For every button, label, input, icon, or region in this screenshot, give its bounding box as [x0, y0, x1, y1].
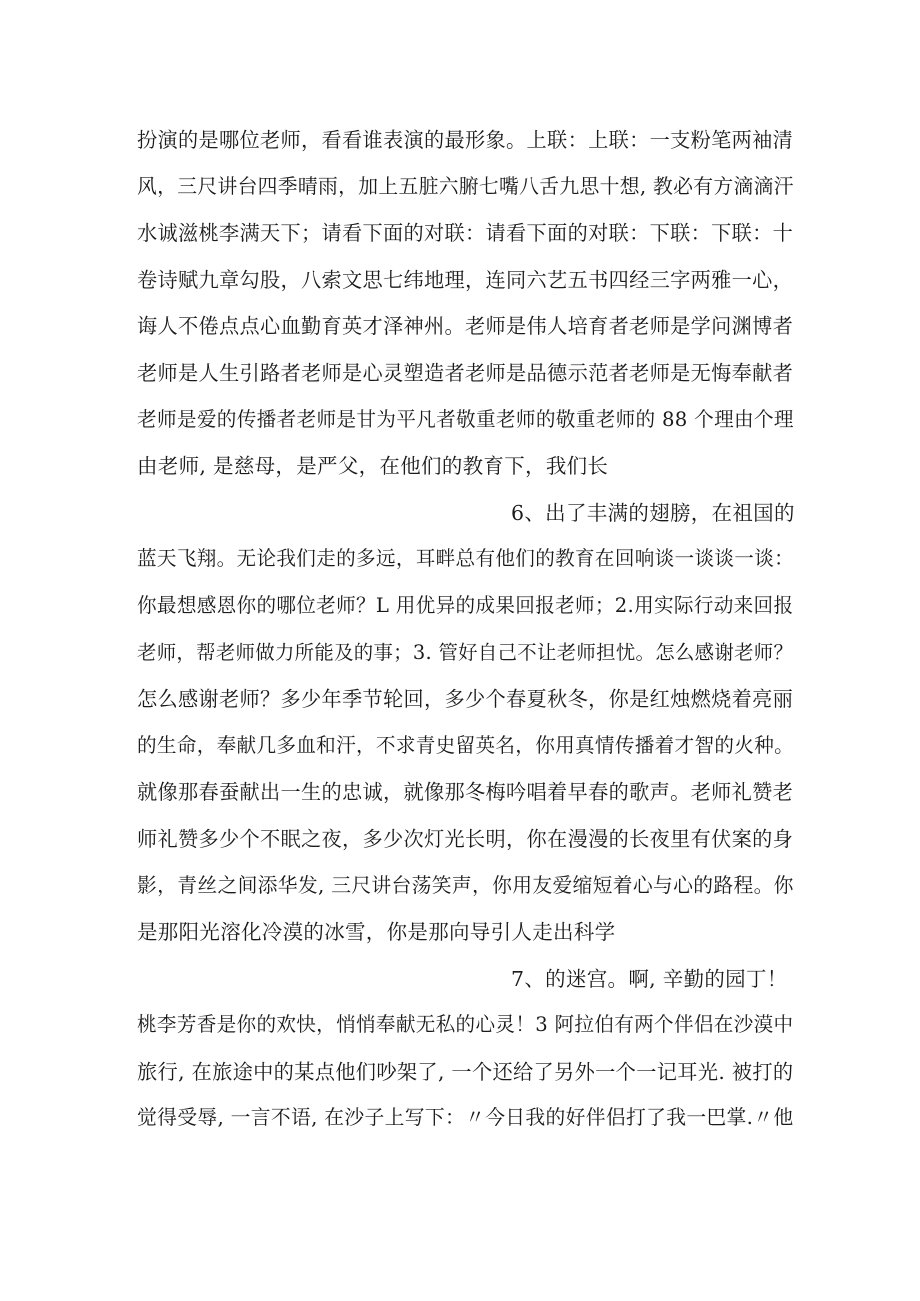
text-line: 你最想感恩你的哪位老师？L 用优异的成果回报老师；2.用实际行动来回报: [137, 593, 794, 617]
text-line: 蓝天飞翔。无论我们走的多远，耳畔总有他们的教育在回响谈一谈谈一谈：: [137, 547, 795, 571]
text-line: 师礼赞多少个不眠之夜，多少次灯光长明，你在漫漫的长夜里有伏案的身: [137, 826, 794, 851]
text-line: 老师是爱的传播者老师是甘为平凡者敬重老师的敬重老师的 88 个理由个理: [137, 407, 794, 431]
text-line: 由老师, 是慈母，是严父，在他们的教育下，我们长: [137, 454, 609, 479]
text-line: 觉得受辱, 一言不语, 在沙子上写下：〃今日我的好伴侣打了我一巴掌.〃他: [137, 1106, 794, 1130]
text-line: 影，青丝之间添华发, 三尺讲台荡笑声，你用友爱缩短着心与心的路程。你: [137, 873, 794, 897]
text-line: 就像那春蚕献出一生的忠诚，就像那冬梅吟唱着早春的歌声。老师礼赞老: [137, 780, 794, 805]
text-line: 卷诗赋九章勾股，八索文思七纬地理，连同六艺五书四经三字两雅一心，: [137, 267, 794, 292]
text-line: 诲人不倦点点心血勤育英才泽神州。老师是伟人培育者老师是学问渊博者: [137, 314, 794, 339]
text-line: 怎么感谢老师？多少年季节轮回，多少个春夏秋冬，你是红烛燃烧着亮丽: [137, 687, 794, 712]
text-line: 桃李芳香是你的欢快，悄悄奉献无私的心灵！3 阿拉伯有两个伴侣在沙漠中: [137, 1013, 794, 1037]
section-heading-6: 6、出了丰满的翅膀，在祖国的: [511, 500, 795, 525]
section-heading-7: 7、的迷宫。啊, 辛勤的园丁！: [511, 966, 788, 991]
text-line: 的生命，奉献几多血和汗，不求青史留英名，你用真情传播着才智的火种。: [137, 733, 795, 757]
text-line: 扮演的是哪位老师，看看谁表演的最形象。上联：上联：一支粉笔两袖清: [137, 128, 794, 152]
text-line: 老师是人生引路者老师是心灵塑造者老师是品德示范者老师是无悔奉献者: [137, 360, 794, 385]
text-line: 是那阳光溶化冷漠的冰雪，你是那向导引人走出科学: [137, 920, 616, 945]
text-line: 旅行, 在旅途中的某点他们吵架了, 一个还给了另外一个一记耳光. 被打的: [137, 1059, 794, 1084]
text-line: 风，三尺讲台四季晴雨，加上五脏六腑七嘴八舌九思十想, 教必有方滴滴汗: [137, 174, 794, 198]
text-line: 老师，帮老师做力所能及的事；3. 管好自己不让老师担忧。怎么感谢老师？: [137, 640, 794, 664]
body-text: [137, 117, 797, 1142]
text-line: 水诚滋桃李满天下；请看下面的对联：请看下面的对联：下联：下联：十: [137, 221, 794, 246]
